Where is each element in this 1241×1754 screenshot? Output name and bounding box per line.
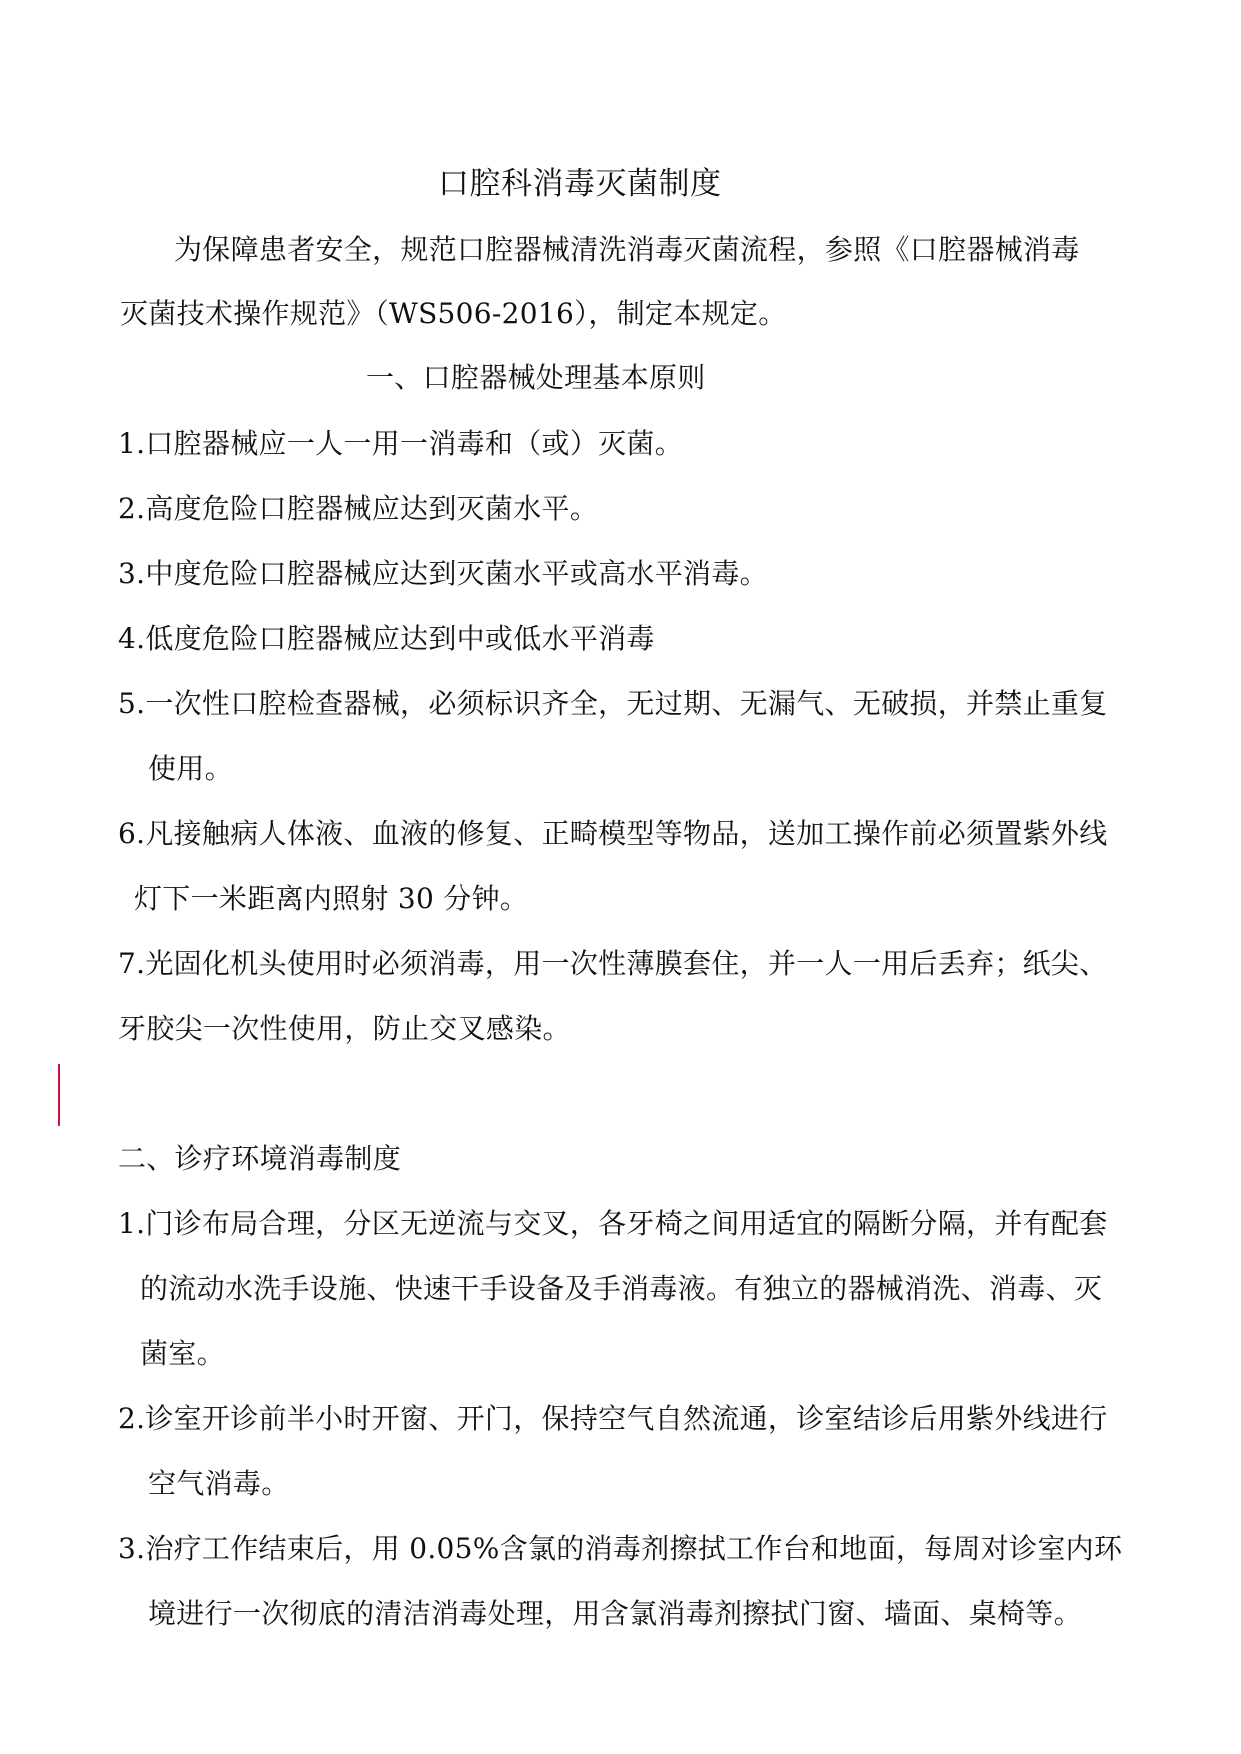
section1-item-5-line-1: 5.一次性口腔检查器械，必须标识齐全，无过期、无漏气、无破损，并禁止重复 xyxy=(118,687,1108,720)
section1-item-7-line-1: 7.光固化机头使用时必须消毒，用一次性薄膜套住，并一人一用后丢弃；纸尖、 xyxy=(118,947,1108,980)
section2-item-1-line-1: 1.门诊布局合理，分区无逆流与交叉，各牙椅之间用适宜的隔断分隔，并有配套 xyxy=(118,1207,1108,1240)
section1-heading: 一、口腔器械处理基本原则 xyxy=(366,361,706,394)
section1-item-3: 3.中度危险口腔器械应达到灭菌水平或高水平消毒。 xyxy=(118,557,768,590)
section1-item-2: 2.高度危险口腔器械应达到灭菌水平。 xyxy=(118,492,599,525)
section1-item-7-line-2: 牙胶尖一次性使用，防止交叉感染。 xyxy=(118,1012,571,1045)
section1-item-6-line-1: 6.凡接触病人体液、血液的修复、正畸模型等物品，送加工操作前必须置紫外线 xyxy=(118,817,1108,850)
section1-item-4: 4.低度危险口腔器械应达到中或低水平消毒 xyxy=(118,622,655,655)
intro-line-2: 灭菌技术操作规范》（WS506-2016），制定本规定。 xyxy=(120,297,787,330)
section2-item-1-line-2: 的流动水洗手设施、快速干手设备及手消毒液。有独立的器械消洗、消毒、灭 xyxy=(140,1272,1103,1305)
margin-change-bar xyxy=(58,1064,60,1126)
section2-item-1-line-3: 菌室。 xyxy=(140,1337,225,1370)
section1-item-6-line-2: 灯下一米距离内照射 30 分钟。 xyxy=(134,882,529,915)
section2-item-2-line-2: 空气消毒。 xyxy=(148,1467,290,1500)
section1-item-1: 1.口腔器械应一人一用一消毒和（或）灭菌。 xyxy=(118,427,684,460)
section2-item-3-line-1: 3.治疗工作结束后，用 0.05%含氯的消毒剂擦拭工作台和地面，每周对诊室内环 xyxy=(118,1532,1123,1565)
section2-heading: 二、诊疗环境消毒制度 xyxy=(118,1142,402,1175)
document-title: 口腔科消毒灭菌制度 xyxy=(438,166,722,202)
intro-line-1: 为保障患者安全，规范口腔器械清洗消毒灭菌流程，参照《口腔器械消毒 xyxy=(174,233,1080,266)
section2-item-2-line-1: 2.诊室开诊前半小时开窗、开门，保持空气自然流通，诊室结诊后用紫外线进行 xyxy=(118,1402,1108,1435)
section2-item-3-line-2: 境进行一次彻底的清洁消毒处理，用含氯消毒剂擦拭门窗、墙面、桌椅等。 xyxy=(148,1597,1082,1630)
section1-item-5-line-2: 使用。 xyxy=(148,752,233,785)
